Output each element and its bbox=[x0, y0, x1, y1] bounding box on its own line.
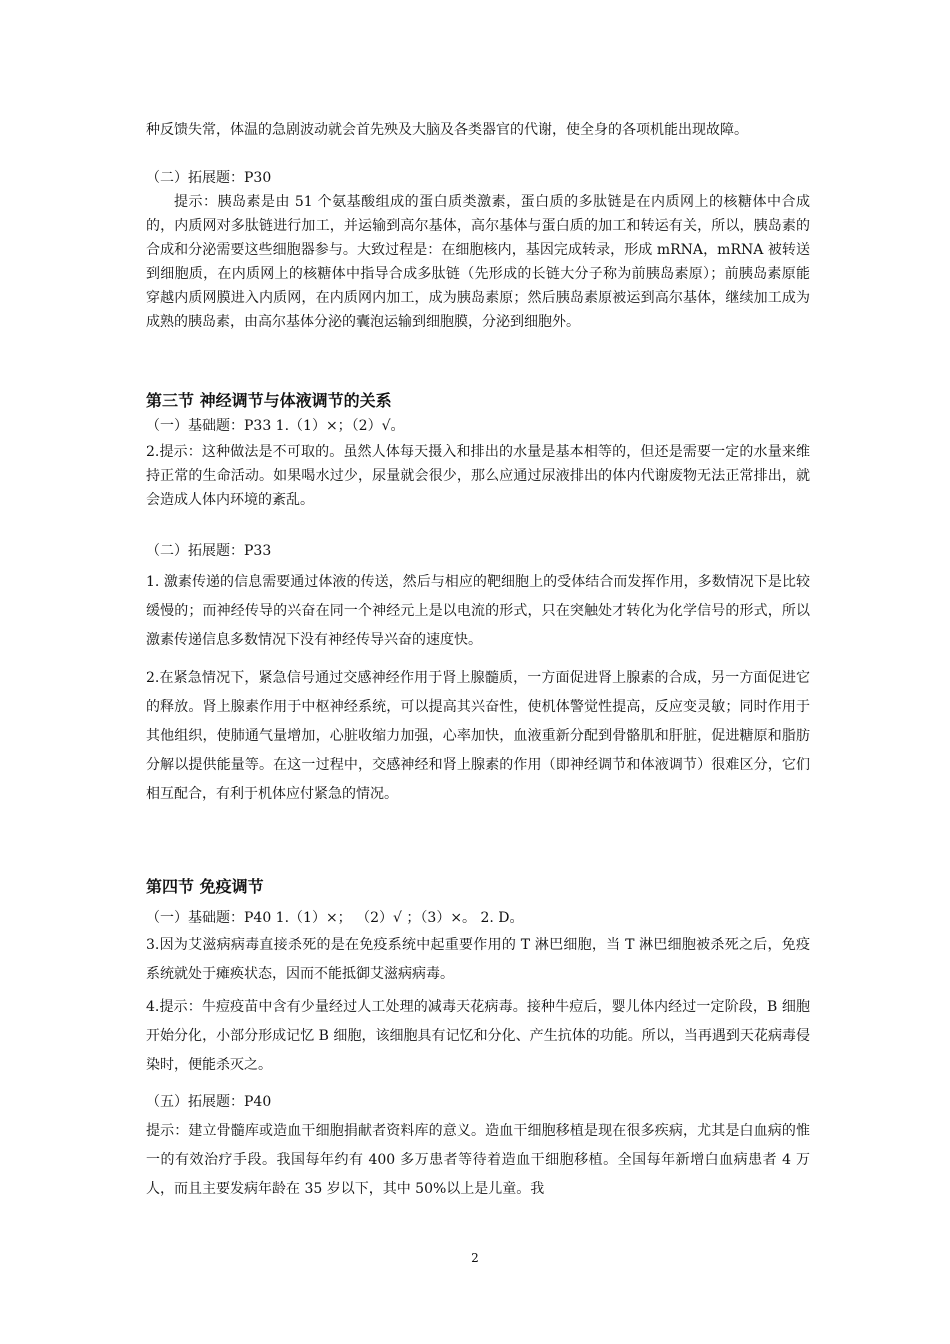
paragraph-vaccine: 4.提示：牛痘疫苗中含有少量经过人工处理的减毒天花病毒。接种牛痘后，婴儿体内经过一定阶段，B 细胞开始分化，小部分形成记忆 B 细胞，该细胞具有记忆和分化、产生抗体的功能。所以，当再遇到天花病毒侵染时，便能杀灭之。 bbox=[146, 999, 810, 1073]
paragraph-water-hint: 2.提示：这种做法是不可取的。虽然人体每天摄入和排出的水量是基本相等的，但还是需要一定的水量来维持正常的生命活动。如果喝水过少，尿量就会很少，那么应通过尿液排出的体内代谢废物无法正常排出，就会造成人体内环境的紊乱。 bbox=[146, 444, 810, 508]
paragraph-continuation: 种反馈失常，体温的急剧波动就会首先殃及大脑及各类器官的代谢，使全身的各项机能出现故障。 bbox=[146, 122, 748, 138]
subheading-basic-p40: （一）基础题：P40 1.（1）×； （2）√ ；（3）×。 2. D。 bbox=[146, 910, 524, 926]
subheading-basic-p33: （一）基础题：P33 1.（1）×；（2）√。 bbox=[146, 418, 405, 434]
section-heading-3: 第三节 神经调节与体液调节的关系 bbox=[146, 391, 392, 410]
section-heading-4: 第四节 免疫调节 bbox=[146, 877, 264, 896]
paragraph-insulin-hint: 提示：胰岛素是由 51 个氨基酸组成的蛋白质类激素，蛋白质的多肽链是在内质网上的核糖体中合成的，内质网对多肽链进行加工，并运输到高尔基体，高尔基体与蛋白质的加工和转运有关，所以，胰岛素的合成和分泌需要这些细胞器参与。大致过程是：在细胞核内，基因完成转录，形成 mRNA，mRNA 被转送到细胞质，在内质网上的核糖体中指导合成多肽链（先形成的长链大分子称为前胰岛素原）；前胰岛素原能穿越内质网膜进入内质网，在内质网内加工，成为胰岛素原；然后胰岛素原被运到高尔基体，继续加工成为成熟的胰岛素，由高尔基体分泌的囊泡运输到细胞膜，分泌到细胞外。 bbox=[146, 194, 810, 330]
paragraph-bone-marrow: 提示：建立骨髓库或造血干细胞捐献者资料库的意义。造血干细胞移植是现在很多疾病，尤其是白血病的惟一的有效治疗手段。我国每年约有 400 多万患者等待着造血干细胞移植。全国每年新增白血病患者 4 万人，而且主要发病年龄在 35 岁以下，其中 50%以上是儿童。我 bbox=[146, 1123, 810, 1197]
paragraph-hiv: 3.因为艾滋病病毒直接杀死的是在免疫系统中起重要作用的 T 淋巴细胞，当 T 淋巴细胞被杀死之后，免疫系统就处于瘫痪状态，因而不能抵御艾滋病病毒。 bbox=[146, 937, 810, 982]
subheading-extension-p40: （五）拓展题：P40 bbox=[146, 1094, 272, 1110]
subheading-extension-p30: （二）拓展题：P30 bbox=[146, 170, 272, 186]
paragraph-hormone-signal: 1. 激素传递的信息需要通过体液的传送，然后与相应的靶细胞上的受体结合而发挥作用，多数情况下是比较缓慢的；而神经传导的兴奋在同一个神经元上是以电流的形式，只在突触处才转化为化学信号的形式，所以激素传递信息多数情况下没有神经传导兴奋的速度快。 bbox=[146, 574, 810, 648]
subheading-extension-p33: （二）拓展题：P33 bbox=[146, 543, 272, 559]
paragraph-emergency-response: 2.在紧急情况下，紧急信号通过交感神经作用于肾上腺髓质，一方面促进肾上腺素的合成，另一方面促进它的释放。肾上腺素作用于中枢神经系统，可以提高其兴奋性，使机体警觉性提高，反应变灵敏；同时作用于其他组织，使肺通气量增加，心脏收缩力加强，心率加快，血液重新分配到骨骼肌和肝脏，促进糖原和脂肪分解以提供能量等。在这一过程中，交感神经和肾上腺素的作用（即神经调节和体液调节）很难区分，它们相互配合，有利于机体应付紧急的情况。 bbox=[146, 670, 810, 802]
page-number: 2 bbox=[471, 1251, 479, 1265]
